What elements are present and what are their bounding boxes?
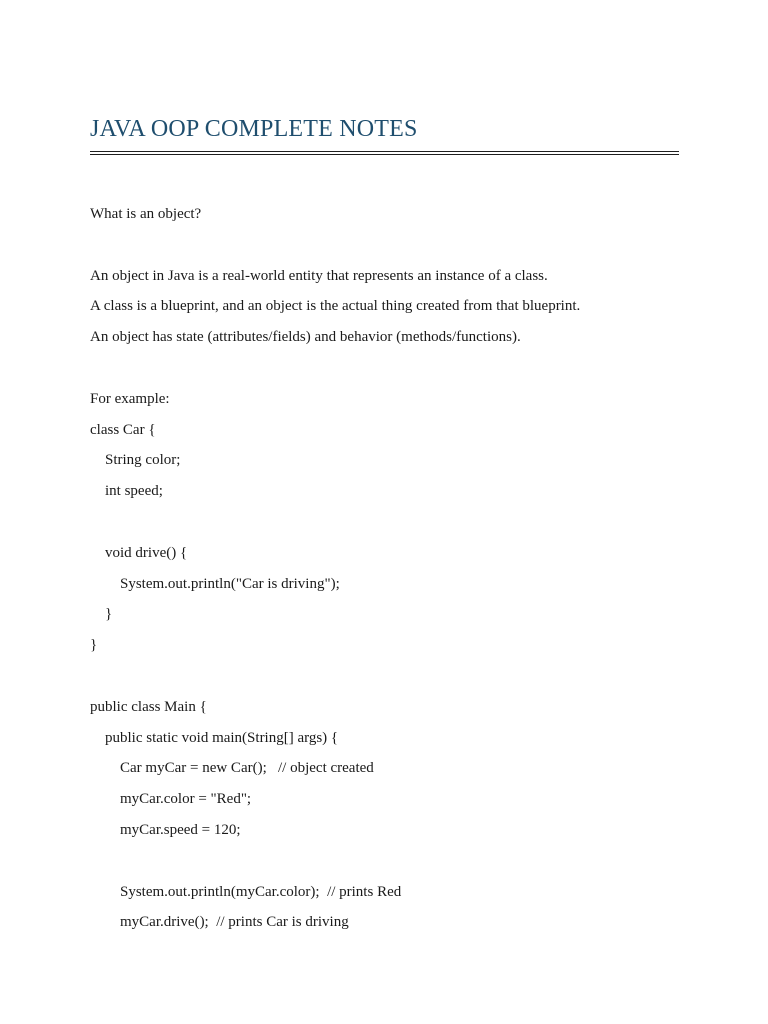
text-line: int speed; [105, 483, 163, 500]
text-line: myCar.speed = 120; [120, 821, 241, 838]
text-line: An object has state (attributes/fields) and behavior (methods/functions). [90, 329, 521, 346]
text-line: What is an object? [90, 206, 202, 222]
text-line: An object in Java is a real-world entity that represents an instance of a class. [90, 267, 548, 284]
text-line: } [105, 606, 113, 623]
text-line: System.out.println("Car is driving"); [120, 575, 340, 592]
title-double-rule [90, 151, 679, 155]
blank-line [90, 665, 710, 696]
text-line: myCar.drive(); // prints Car is driving [120, 914, 349, 931]
document-body [90, 203, 710, 942]
text-line: myCar.color = "Red"; [120, 791, 252, 808]
blank-line [90, 357, 710, 388]
text-line: For example: [90, 390, 170, 407]
text-line: class Car { [90, 421, 156, 438]
document-title: JAVA OOP COMPLETE NOTES [90, 116, 418, 142]
text-line: void drive() { [105, 544, 188, 561]
text-line: public static void main(String[] args) { [105, 729, 339, 746]
blank-line [90, 850, 710, 881]
blank-line [90, 511, 710, 542]
text-line: } [90, 637, 98, 654]
text-line: System.out.println(myCar.color); // prints Red [120, 883, 402, 900]
text-line: public class Main { [90, 698, 207, 715]
text-line: Car myCar = new Car(); // object created [120, 760, 374, 777]
text-line: String color; [105, 452, 181, 469]
text-line: A class is a blueprint, and an object is the actual thing created from that blueprint. [90, 298, 581, 315]
blank-line [90, 234, 710, 265]
